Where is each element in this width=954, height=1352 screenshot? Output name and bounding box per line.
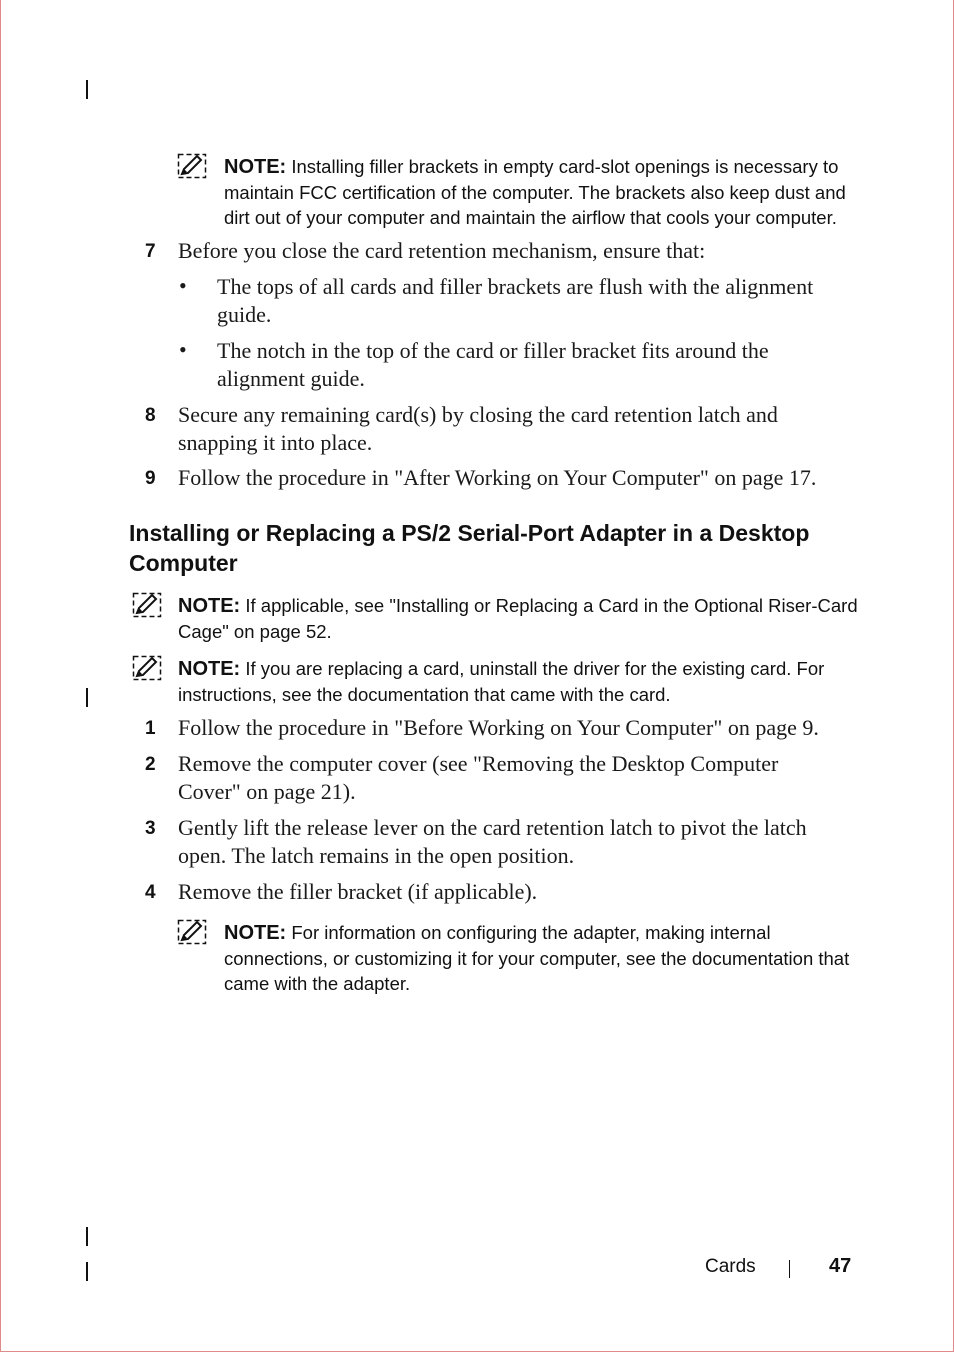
note-text: Installing filler brackets in empty card-slot openings is necessary to maintain FCC certification of the computer. The brackets also keep dust and dirt out of your computer and maintain the airflow that cools your computer. [224, 156, 846, 228]
crop-mark [86, 80, 88, 99]
step-number: 7 [145, 241, 156, 262]
step-number: 4 [145, 882, 156, 903]
crop-mark [86, 1227, 88, 1246]
note-block [224, 920, 864, 996]
step-text: Gently lift the release lever on the card retention latch to pivot the latch open. The latch remains in the open position. [178, 815, 807, 868]
note-block [224, 154, 864, 230]
note-text: For information on configuring the adapter, making internal connections, or customizing it for your computer, see the documentation that came with the adapter. [224, 922, 850, 994]
note-block [178, 593, 868, 644]
note-pencil-icon [132, 655, 162, 681]
note-label: NOTE: [178, 658, 241, 680]
step-number: 2 [145, 754, 156, 775]
step-number: 3 [145, 818, 156, 839]
bullet-text: The notch in the top of the card or filler bracket fits around the alignment guide. [217, 338, 769, 391]
step-text: Secure any remaining card(s) by closing the card retention latch and snapping it into place. [178, 402, 778, 455]
crop-mark [86, 1262, 88, 1281]
bullet-symbol: • [179, 273, 187, 298]
section-heading: Installing or Replacing a PS/2 Serial-Port Adapter in a Desktop Computer [129, 520, 810, 576]
note-pencil-icon [177, 153, 207, 179]
note-block [178, 656, 838, 707]
note-label: NOTE: [178, 595, 241, 617]
note-label: NOTE: [224, 156, 287, 178]
note-text: If you are replacing a card, uninstall the driver for the existing card. For instructions, see the documentation that came with the card. [178, 658, 825, 705]
crop-mark [86, 688, 88, 707]
page-edge-left [0, 0, 1, 1352]
page-number: 47 [829, 1255, 852, 1277]
note-text: If applicable, see "Installing or Replacing a Card in the Optional Riser-Card Cage" on page 52. [178, 595, 858, 642]
step-number: 9 [145, 468, 156, 489]
step-text: Follow the procedure in "After Working on Your Computer" on page 17. [178, 465, 817, 490]
bullet-text: The tops of all cards and filler brackets are flush with the alignment guide. [217, 274, 814, 327]
step-text: Remove the filler bracket (if applicable). [178, 879, 538, 904]
step-number: 8 [145, 405, 156, 426]
step-number: 1 [145, 718, 156, 739]
bullet-symbol: • [179, 337, 187, 362]
note-pencil-icon [177, 919, 207, 945]
step-text: Remove the computer cover (see "Removing the Desktop Computer Cover" on page 21). [178, 751, 779, 804]
step-text: Before you close the card retention mechanism, ensure that: [178, 238, 706, 263]
footer-divider [789, 1260, 790, 1278]
footer-section-name: Cards [705, 1256, 756, 1277]
note-label: NOTE: [224, 922, 287, 944]
note-pencil-icon [132, 592, 162, 618]
step-text: Follow the procedure in "Before Working on Your Computer" on page 9. [178, 715, 819, 740]
